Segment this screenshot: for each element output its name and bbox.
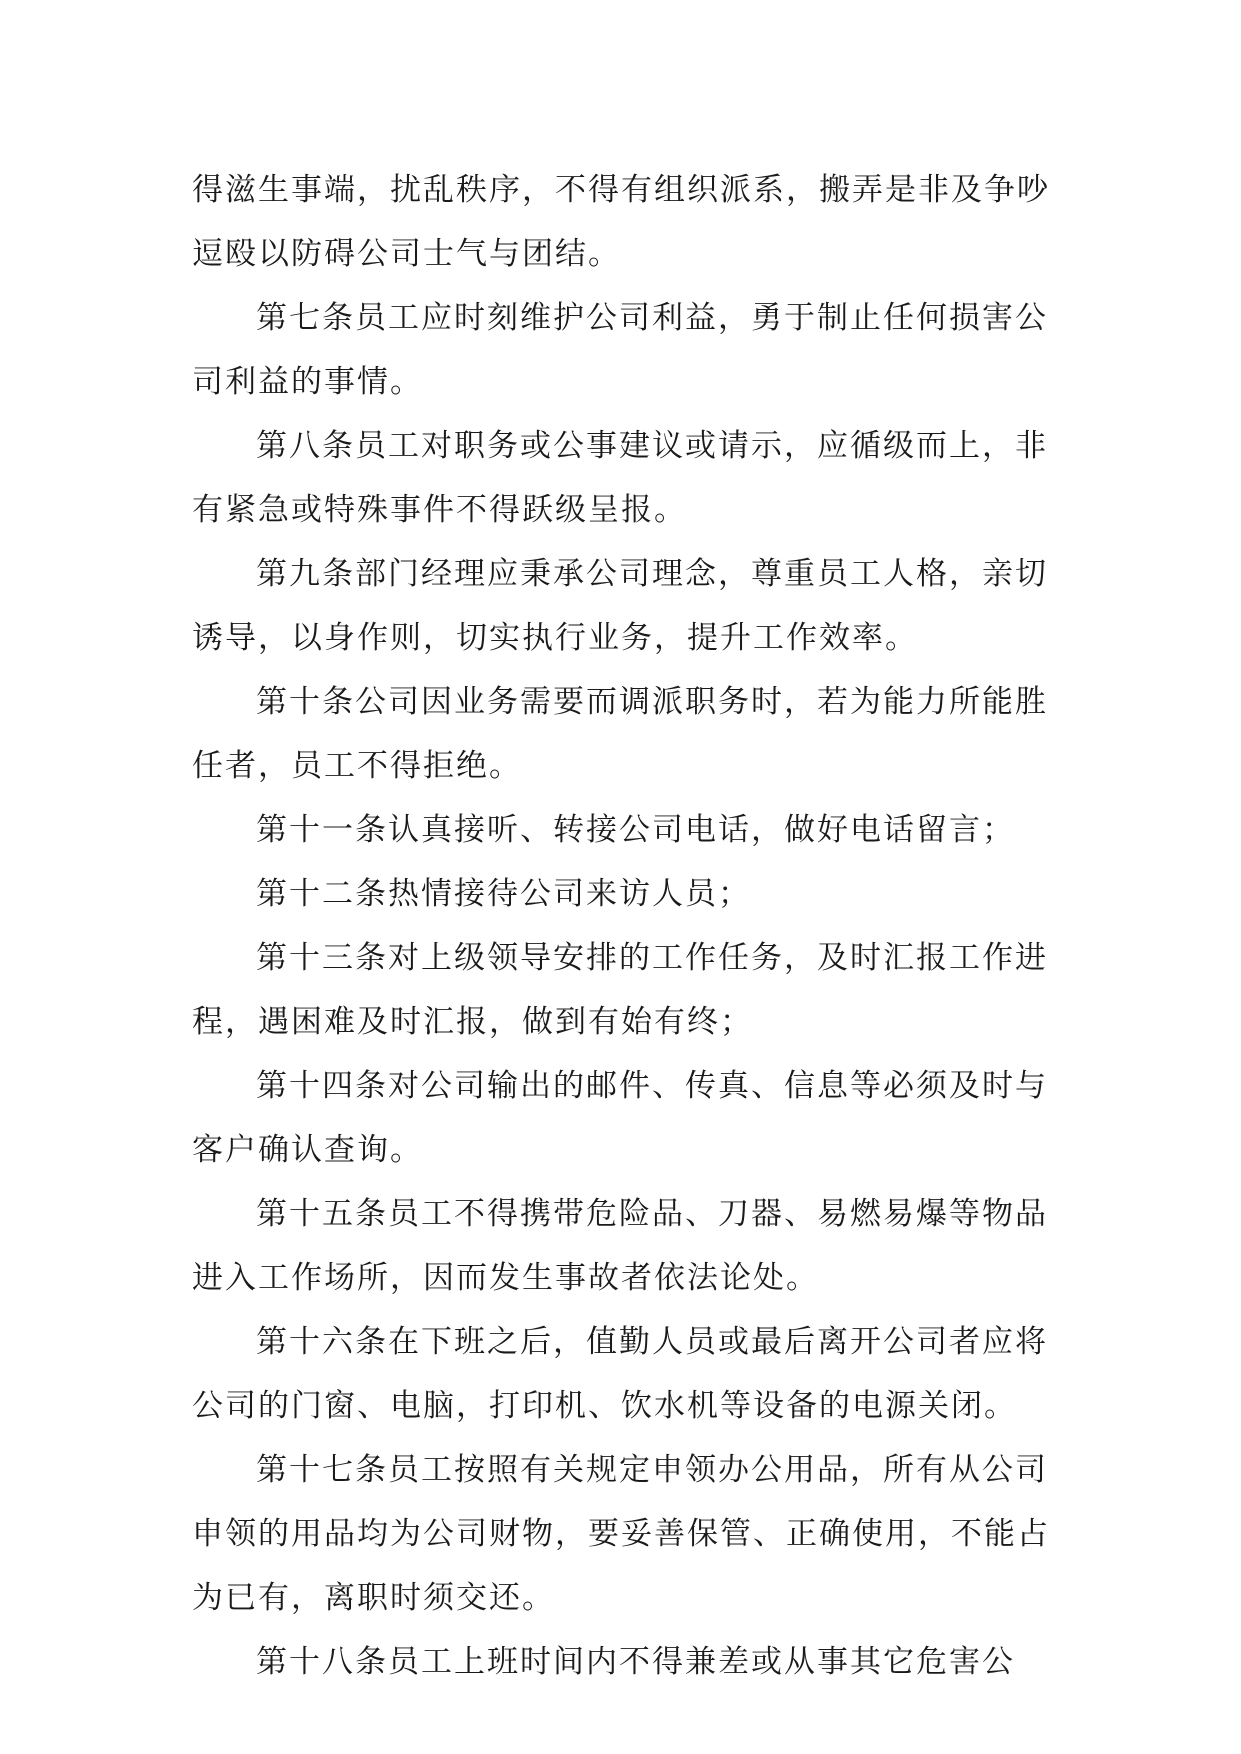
article-9-line: 第九条部门经理应秉承公司理念，尊重员工人格，亲切 xyxy=(256,556,1048,592)
text-line: 程，遇困难及时汇报，做到有始有终； xyxy=(192,1004,753,1040)
article-7-line: 第七条员工应时刻维护公司利益，勇于制止任何损害公 xyxy=(256,300,1048,336)
article-18-line: 第十八条员工上班时间内不得兼差或从事其它危害公 xyxy=(256,1644,1015,1680)
text-line: 为已有，离职时须交还。 xyxy=(192,1580,555,1616)
article-10-line: 第十条公司因业务需要而调派职务时，若为能力所能胜 xyxy=(256,684,1048,720)
text-line: 逗殴以防碍公司士气与团结。 xyxy=(192,236,621,272)
article-11-line: 第十一条认真接听、转接公司电话，做好电话留言； xyxy=(256,812,1015,848)
text-line: 公司的门窗、电脑，打印机、饮水机等设备的电源关闭。 xyxy=(192,1388,1017,1424)
text-line: 任者，员工不得拒绝。 xyxy=(192,748,522,784)
text-line: 得滋生事端，扰乱秩序，不得有组织派系，搬弄是非及争吵 xyxy=(192,172,1050,208)
text-line: 进入工作场所，因而发生事故者依法论处。 xyxy=(192,1260,819,1296)
article-17-line: 第十七条员工按照有关规定申领办公用品，所有从公司 xyxy=(256,1452,1048,1488)
article-8-line: 第八条员工对职务或公事建议或请示，应循级而上，非 xyxy=(256,428,1048,464)
article-13-line: 第十三条对上级领导安排的工作任务，及时汇报工作进 xyxy=(256,940,1048,976)
article-14-line: 第十四条对公司输出的邮件、传真、信息等必须及时与 xyxy=(256,1068,1048,1104)
article-12-line: 第十二条热情接待公司来访人员； xyxy=(256,876,751,912)
text-line: 司利益的事情。 xyxy=(192,364,423,400)
article-16-line: 第十六条在下班之后，值勤人员或最后离开公司者应将 xyxy=(256,1324,1048,1360)
text-line: 申领的用品均为公司财物，要妥善保管、正确使用，不能占 xyxy=(192,1516,1050,1552)
text-line: 客户确认查询。 xyxy=(192,1132,423,1168)
text-line: 有紧急或特殊事件不得跃级呈报。 xyxy=(192,492,687,528)
document-body xyxy=(192,158,1052,1694)
article-15-line: 第十五条员工不得携带危险品、刀器、易燃易爆等物品 xyxy=(256,1196,1048,1232)
text-line: 诱导，以身作则，切实执行业务，提升工作效率。 xyxy=(192,620,918,656)
